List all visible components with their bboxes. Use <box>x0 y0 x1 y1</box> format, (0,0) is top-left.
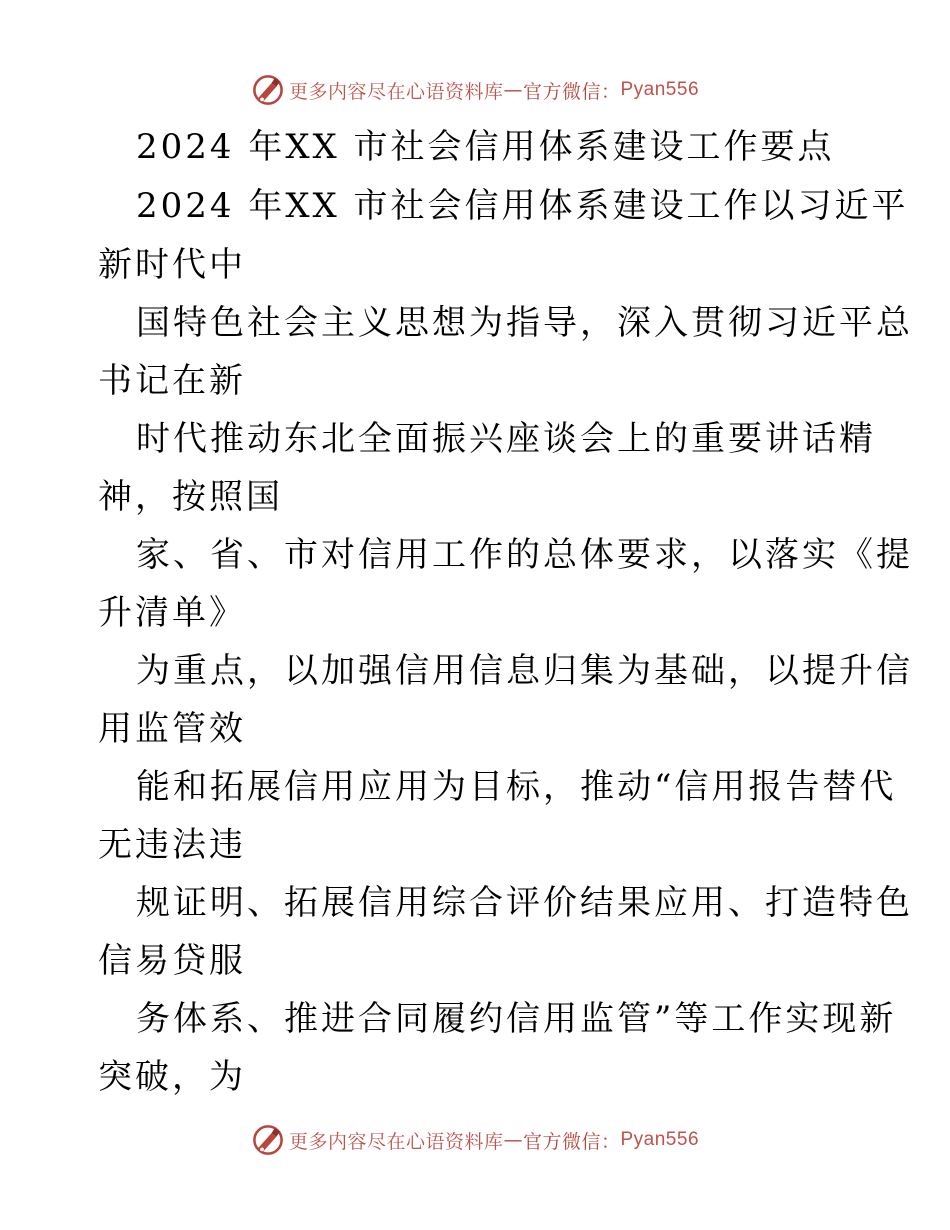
watermark-id: Pyan556 <box>620 1129 700 1150</box>
document-line: 突破，为 <box>98 1057 246 1097</box>
document-line: 国特色社会主义思想为指导，深入贯彻习近平总 <box>136 303 913 343</box>
watermark-separator: — <box>503 79 523 101</box>
document-line: 新时代中 <box>98 245 246 285</box>
document-line: 家、省、市对信用工作的总体要求，以落实《提 <box>136 535 913 575</box>
header-watermark <box>0 70 950 110</box>
pen-circle-logo-icon <box>251 1123 285 1157</box>
watermark-text: 更多内容尽在心语资料库 <box>288 1130 504 1153</box>
document-line: 神，按照国 <box>98 477 283 517</box>
document-line: 无违法违 <box>98 825 246 865</box>
watermark-text: 更多内容尽在心语资料库 <box>288 80 504 103</box>
document-line: 用监管效 <box>98 709 246 749</box>
watermark-contact: 官方微信： <box>522 1130 621 1153</box>
document-title: 2024 年XX 市社会信用体系建设工作要点 <box>136 127 835 167</box>
watermark-contact: 官方微信： <box>522 80 621 103</box>
document-line: 时代推动东北全面振兴座谈会上的重要讲话精 <box>136 419 876 459</box>
document-line: 书记在新 <box>98 361 246 401</box>
footer-watermark <box>0 1120 950 1160</box>
document-line: 2024 年XX 市社会信用体系建设工作以习近平 <box>136 186 909 226</box>
document-line: 信易贷服 <box>98 941 246 981</box>
watermark-separator: — <box>503 1129 523 1151</box>
pen-circle-logo-icon <box>251 73 285 107</box>
watermark-id: Pyan556 <box>620 79 700 100</box>
document-line: 升清单》 <box>98 593 246 633</box>
document-line: 为重点，以加强信用信息归集为基础，以提升信 <box>136 651 913 691</box>
document-line: 能和拓展信用应用为目标，推动“信用报告替代 <box>136 767 897 807</box>
document-line: 务体系、推进合同履约信用监管”等工作实现新 <box>136 999 897 1039</box>
document-line: 规证明、拓展信用综合评价结果应用、打造特色 <box>136 883 913 923</box>
